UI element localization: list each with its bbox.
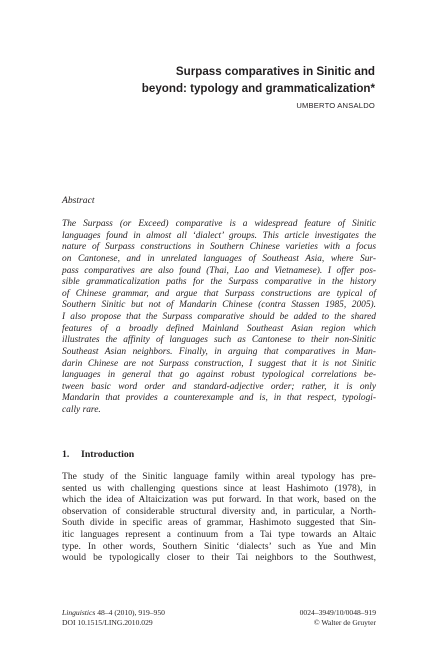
- abstract-line: Mandarin that provides a counterexample and is, in that respect, typologi-: [62, 393, 376, 404]
- body-line: sented us with challenging questions since at least Hashimoto (1978), in: [62, 482, 376, 494]
- journal-name: Linguistics: [62, 608, 96, 617]
- abstract-line: darin Chinese are not Surpass construction, I suggest that it is not Sinitic: [62, 358, 376, 369]
- abstract-line: of Chinese grammar, and argue that Surpass constructions are typical of: [62, 288, 376, 299]
- footer-citation: [62, 608, 165, 618]
- abstract-line: cally rare.: [62, 405, 101, 415]
- abstract-line: languages in general that go against robust typological correlations be-: [62, 370, 376, 381]
- body-line: would be typologically closer to their Tai neighbors to the Southwest,: [62, 552, 376, 564]
- section-heading: [62, 449, 134, 460]
- body-line: which the idea of Altaicization was put forward. In that work, based on the: [62, 494, 376, 506]
- footer-issn: 0024–3949/10/0048–919: [299, 608, 376, 617]
- body-text: [62, 471, 376, 564]
- body-line: South divide in specific areas of grammar, Hashimoto suggested that Sin-: [62, 517, 376, 529]
- abstract-line: features of a broadly defined Mainland Southeast Asian region which: [62, 323, 376, 334]
- abstract-line: on Cantonese, and in unrelated languages of Southeast Asia, where Sur-: [62, 253, 376, 264]
- abstract-line: pass comparatives are also found (Thai, Lao and Vietnamese). I offer pos-: [62, 265, 376, 276]
- body-line: observation of considerable structural diversity and, in particular, a North-: [62, 505, 376, 517]
- abstract-line: Southeast Asian neighbors. Finally, in arguing that comparatives in Man-: [62, 346, 376, 357]
- abstract-heading: Abstract: [62, 195, 95, 206]
- section-number: 1.: [62, 449, 70, 460]
- abstract-line: I also propose that the Surpass comparative should be added to the shared: [62, 312, 376, 322]
- body-line: The study of the Sinitic language family within areal typology has pre-: [62, 471, 376, 482]
- abstract-line: The Surpass (or Exceed) comparative is a widespread feature of Sinitic: [62, 219, 376, 229]
- journal-volume-pages: 48–4 (2010), 919–950: [95, 608, 165, 617]
- abstract-line: sible grammaticalization paths for the Surpass comparative in the history: [62, 277, 376, 288]
- abstract-text: [62, 219, 376, 417]
- section-title: Introduction: [81, 449, 135, 460]
- abstract-line: nature of Surpass constructions in Southern Chinese varieties with a focus: [62, 242, 376, 253]
- body-line: type. In other words, Southern Sinitic ‘dialects’ such as Yue and Min: [62, 540, 376, 552]
- article-title-line-1: Surpass comparatives in Sinitic and: [175, 65, 375, 78]
- author-name: UMBERTO ANSALDO: [296, 101, 375, 110]
- page-footer: [62, 608, 376, 628]
- body-line: itic languages represent a continuum from a Tai type towards an Altaic: [62, 528, 376, 540]
- footer-doi: DOI 10.1515/LING.2010.029: [62, 618, 153, 628]
- footer-publisher: © Walter de Gruyter: [313, 618, 376, 628]
- abstract-line: illustrates the affinity of languages such as Cantonese to their non-Sinitic: [62, 335, 376, 346]
- abstract-line: tween basic word order and standard-adjective order; rather, it is only: [62, 381, 376, 392]
- abstract-line: Southern Sinitic but not of Mandarin Chinese (contra Stassen 1985, 2005).: [62, 300, 376, 311]
- article-title: [55, 64, 375, 97]
- abstract-line: languages found in almost all ‘dialect’ groups. This article investigates the: [62, 230, 376, 241]
- article-title-line-2: beyond: typology and grammaticalization*: [141, 81, 375, 95]
